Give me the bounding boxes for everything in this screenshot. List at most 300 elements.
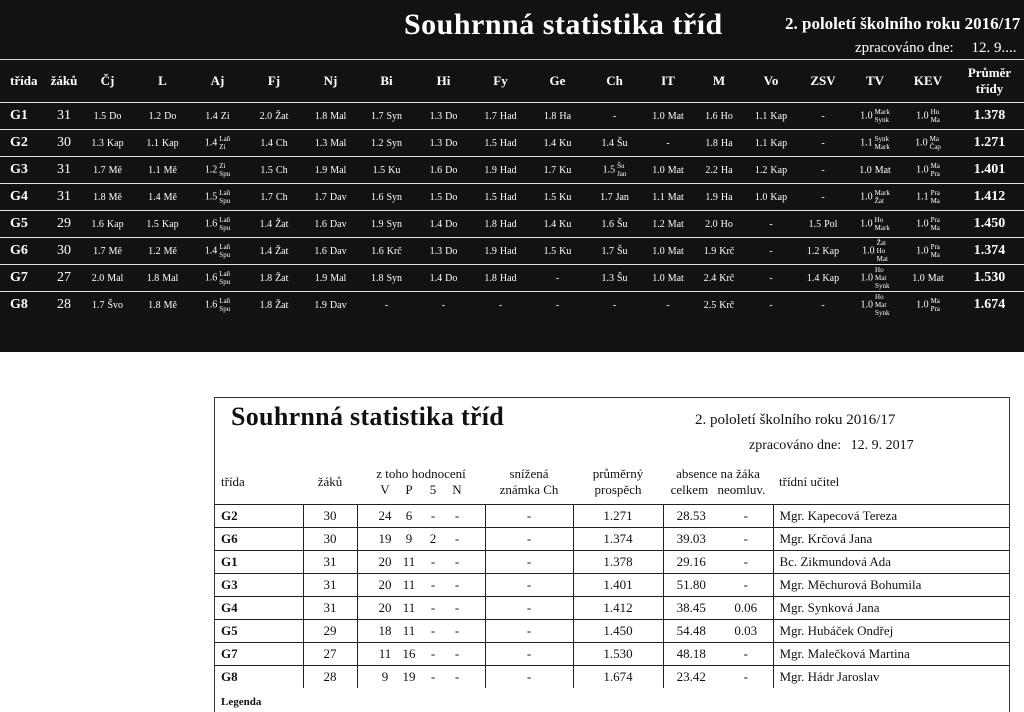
subject-cell — [415, 265, 472, 292]
absence-unexcused: 0.03 — [719, 619, 773, 642]
col-z-toho — [357, 460, 485, 504]
subject-average: 1.2 — [652, 218, 665, 230]
grade-breakdown — [357, 504, 485, 527]
subject-cell — [529, 184, 586, 211]
teacher-abbrev: Mě — [163, 299, 177, 311]
teacher-abbrev: Kap — [822, 245, 840, 257]
col-absence-neomluv: neomluv. — [717, 481, 766, 497]
teacher-abbrev: Kap — [161, 218, 179, 230]
subject-cell — [745, 184, 797, 211]
grade-sub-header: P — [405, 481, 413, 497]
col-snizena — [485, 460, 573, 504]
teacher-abbrev: Pra Ma — [930, 243, 940, 259]
grade-count: - — [430, 599, 436, 615]
summary-row — [215, 550, 1009, 573]
table-body — [0, 103, 1024, 319]
subject-average: 1.3 — [91, 137, 104, 149]
teacher-abbrev: Mat — [874, 164, 891, 176]
class-name: G7 — [215, 642, 303, 665]
grade-count: - — [454, 668, 460, 684]
subject-cell — [358, 292, 415, 319]
grade-breakdown — [357, 642, 485, 665]
grade-sub-header: V — [380, 481, 390, 497]
subject-average: 1.0 — [916, 299, 929, 311]
subject-average: 1.5 — [484, 137, 497, 149]
col-absence — [663, 460, 773, 504]
teacher-abbrev: Kap — [106, 137, 124, 149]
subject-average: - — [555, 272, 560, 284]
teacher-abbrev: Mat — [927, 272, 944, 284]
subject-cell — [358, 238, 415, 265]
subject-average: 1.0 — [916, 110, 929, 122]
teacher-abbrev: Mě — [163, 245, 177, 257]
col-absence-line2 — [663, 482, 773, 498]
grade-count: - — [430, 553, 436, 569]
student-count: 30 — [303, 504, 357, 527]
class-average: 1.374 — [955, 238, 1024, 265]
subject-average: 1.1 — [652, 191, 665, 203]
subject-average: 1.5 — [543, 191, 557, 203]
teacher-abbrev: Šu — [616, 218, 628, 230]
subject-cell — [80, 265, 135, 292]
subject-cell — [245, 184, 303, 211]
subject-cell — [472, 238, 529, 265]
summary-row — [215, 596, 1009, 619]
subject-cell — [529, 103, 586, 130]
subject-average: 1.0 — [859, 164, 872, 176]
grade-count: - — [430, 576, 436, 592]
teacher-abbrev: Had — [499, 137, 517, 149]
subject-average: - — [612, 299, 617, 311]
subject-cell — [797, 184, 849, 211]
teacher-abbrev: Synk Mark — [874, 135, 890, 151]
subject-average: 1.8 — [146, 272, 160, 284]
subject-cell — [586, 211, 643, 238]
subject-cell — [358, 265, 415, 292]
col-header: M — [712, 73, 726, 88]
teacher-abbrev: Kap — [770, 191, 788, 203]
subject-average: - — [821, 137, 825, 149]
subject-cell — [135, 238, 190, 265]
subject-cell — [303, 130, 358, 157]
grade-breakdown — [357, 665, 485, 688]
subject-cell — [693, 103, 745, 130]
subject-average: 1.4 — [204, 137, 218, 149]
subject-average: 1.4 — [806, 272, 820, 284]
teacher-abbrev: Ha — [559, 110, 572, 122]
subject-cell — [415, 238, 472, 265]
grade-count: - — [430, 622, 436, 638]
teacher-abbrev: Mě — [108, 245, 122, 257]
subject-average: 1.1 — [146, 137, 159, 149]
subject-cell — [586, 157, 643, 184]
subject-average: 1.6 — [204, 272, 218, 284]
absence-total: 51.80 — [663, 573, 719, 596]
teacher-abbrev: Dav — [329, 245, 347, 257]
subject-average: 1.4 — [148, 191, 161, 203]
subject-average: 2.0 — [91, 272, 105, 284]
subject-average: 1.9 — [314, 164, 328, 176]
class-average: 1.450 — [955, 211, 1024, 238]
class-name: G5 — [215, 619, 303, 642]
class-name: G1 — [215, 550, 303, 573]
grade-count: - — [430, 645, 436, 661]
subject-cell — [797, 157, 849, 184]
subject-average: 2.0 — [705, 218, 718, 230]
subject-cell — [901, 211, 955, 238]
col-header: Ch — [606, 73, 623, 88]
student-count: 30 — [303, 527, 357, 550]
teacher-abbrev: Had — [499, 191, 517, 203]
subject-cell — [245, 265, 303, 292]
class-teacher: Mgr. Hubáček Ondřej — [773, 619, 1009, 642]
teacher-abbrev: Pra Ma — [930, 189, 940, 205]
grade-sub-header: N — [452, 481, 462, 497]
col-header: IT — [661, 73, 675, 88]
teacher-abbrev: Ch — [275, 164, 288, 176]
subject-average: - — [498, 299, 503, 311]
subject-average: 1.9 — [314, 272, 328, 284]
subject-average: 1.7 — [543, 164, 557, 176]
teacher-abbrev: Mal — [162, 272, 179, 284]
grade-breakdown — [357, 550, 485, 573]
subject-average: 1.7 — [484, 110, 497, 122]
class-teacher: Mgr. Měchurová Bohumila — [773, 573, 1009, 596]
average-result: 1.401 — [573, 573, 663, 596]
teacher-abbrev: Mal — [107, 272, 124, 284]
subject-average: 1.0 — [916, 245, 929, 257]
col-header: žáků — [50, 73, 78, 88]
subject-average: 2.2 — [705, 164, 718, 176]
subject-average: 1.5 — [484, 191, 497, 203]
col-snizena-line2: známka Ch — [499, 481, 559, 497]
teacher-abbrev: Syn — [386, 218, 403, 230]
teacher-abbrev: Ku — [559, 191, 572, 203]
teacher-abbrev: Ma Pra — [930, 162, 940, 178]
teacher-abbrev: Do — [445, 137, 458, 149]
student-count: 27 — [48, 265, 80, 292]
subject-cell — [745, 157, 797, 184]
col-header: Čj — [100, 73, 115, 88]
absence-total: 23.42 — [663, 665, 719, 688]
teacher-abbrev: Syn — [386, 191, 403, 203]
class-name: G7 — [0, 265, 48, 292]
summary-processed-date — [749, 438, 914, 454]
subject-average: 1.0 — [915, 137, 928, 149]
class-name: G1 — [0, 103, 48, 130]
subject-cell — [849, 211, 901, 238]
table-row — [0, 265, 1024, 292]
teacher-abbrev: Švo — [107, 299, 124, 311]
grade-count: - — [454, 530, 460, 546]
table-row — [0, 157, 1024, 184]
subject-cell — [901, 238, 955, 265]
subject-average: 1.5 — [146, 218, 159, 230]
absence-total: 54.48 — [663, 619, 719, 642]
absence-total: 39.03 — [663, 527, 719, 550]
col-header: ZSV — [810, 73, 836, 88]
subject-average: 1.5 — [543, 245, 557, 257]
grade-count: 18 — [378, 622, 392, 638]
subject-average: - — [769, 299, 773, 311]
grade-count: - — [454, 576, 460, 592]
subject-cell — [849, 184, 901, 211]
subject-average: - — [821, 299, 825, 311]
absence-unexcused: 0.06 — [719, 596, 773, 619]
teacher-abbrev: Mě — [163, 164, 177, 176]
grade-breakdown — [357, 573, 485, 596]
subject-average: 1.2 — [148, 245, 161, 257]
subject-cell — [586, 184, 643, 211]
subject-average: 1.0 — [860, 299, 874, 311]
subject-average: - — [821, 191, 825, 203]
subject-average: 1.6 — [204, 218, 218, 230]
teacher-abbrev: Ch — [275, 191, 288, 203]
subject-cell — [901, 265, 955, 292]
subject-average: 1.0 — [652, 245, 665, 257]
col-absence-celkem: celkem — [670, 481, 709, 497]
subject-cell — [643, 103, 693, 130]
student-count: 31 — [303, 550, 357, 573]
page-title: Souhrnná statistika tříd — [404, 8, 723, 41]
student-count: 31 — [48, 103, 80, 130]
student-count: 29 — [48, 211, 80, 238]
class-statistics-detail-panel — [0, 0, 1024, 352]
table-row — [0, 292, 1024, 319]
subject-cell — [529, 211, 586, 238]
class-average: 1.378 — [955, 103, 1024, 130]
subject-cell — [472, 211, 529, 238]
class-average: 1.271 — [955, 130, 1024, 157]
subject-cell — [797, 265, 849, 292]
subject-average: 1.5 — [602, 164, 616, 176]
teacher-abbrev: Krč — [719, 299, 735, 311]
subject-cell — [190, 157, 245, 184]
teacher-abbrev: Mal — [330, 110, 347, 122]
subject-cell — [643, 157, 693, 184]
subject-average: 1.4 — [260, 137, 273, 149]
subject-average: 1.2 — [370, 137, 384, 149]
subject-average: 1.2 — [204, 164, 218, 176]
subject-average: 1.9 — [314, 299, 327, 311]
subject-average: 1.3 — [314, 137, 328, 149]
subject-cell — [849, 130, 901, 157]
subject-average: 1.8 — [543, 110, 557, 122]
subject-cell — [80, 130, 135, 157]
teacher-abbrev: Pol — [824, 218, 838, 230]
col-prumerny-line1: průměrný — [592, 465, 644, 481]
grade-count: 20 — [378, 576, 392, 592]
teacher-abbrev: Hu Ma — [930, 108, 940, 124]
subject-cell — [415, 103, 472, 130]
teacher-abbrev: Mat — [667, 164, 684, 176]
subject-average: 1.7 — [600, 191, 613, 203]
teacher-abbrev: Šu — [616, 272, 628, 284]
subject-cell — [797, 238, 849, 265]
teacher-abbrev: Krč — [719, 272, 735, 284]
subject-average: 1.0 — [916, 164, 929, 176]
summary-row — [215, 573, 1009, 596]
subject-average: 1.1 — [148, 164, 161, 176]
grade-count: 11 — [402, 553, 416, 569]
teacher-abbrev: Do — [445, 191, 458, 203]
reduced-grade: - — [485, 619, 573, 642]
subject-average: 2.5 — [703, 299, 717, 311]
subject-cell — [135, 103, 190, 130]
subject-cell — [529, 157, 586, 184]
subject-cell — [80, 292, 135, 319]
absence-unexcused: - — [719, 504, 773, 527]
teacher-abbrev: Do — [445, 110, 458, 122]
subject-average: - — [769, 272, 773, 284]
table-row — [0, 238, 1024, 265]
subject-average: 1.6 — [370, 191, 384, 203]
teacher-abbrev: Syn — [386, 110, 403, 122]
subject-average: 1.9 — [484, 245, 497, 257]
class-teacher: Mgr. Kapecová Tereza — [773, 504, 1009, 527]
subject-cell — [135, 157, 190, 184]
reduced-grade: - — [485, 596, 573, 619]
col-header: Fy — [493, 73, 508, 88]
grade-count: - — [454, 599, 460, 615]
table-row — [0, 184, 1024, 211]
subject-average: 1.6 — [314, 218, 327, 230]
subject-average: 1.5 — [260, 164, 273, 176]
reduced-grade: - — [485, 665, 573, 688]
teacher-abbrev: Ku — [559, 137, 572, 149]
subject-average: 1.4 — [429, 272, 443, 284]
subject-average: 1.4 — [259, 218, 273, 230]
teacher-abbrev: Syn — [386, 137, 403, 149]
subject-cell — [80, 103, 135, 130]
student-count: 30 — [48, 130, 80, 157]
subject-average: 1.0 — [912, 272, 925, 284]
student-count: 31 — [303, 573, 357, 596]
col-prumerny — [573, 460, 663, 504]
col-header: Ge — [549, 73, 566, 88]
subject-average: 1.4 — [601, 137, 614, 149]
class-name: G2 — [0, 130, 48, 157]
teacher-abbrev: Žat — [275, 218, 289, 230]
subject-cell — [745, 265, 797, 292]
summary-row — [215, 527, 1009, 550]
subject-cell — [190, 265, 245, 292]
subject-average: 1.0 — [754, 191, 768, 203]
processed-date — [855, 40, 1016, 57]
grade-count: 2 — [429, 530, 437, 546]
col-header: třída — [10, 73, 38, 88]
teacher-abbrev: Ku — [559, 245, 572, 257]
class-average: 1.412 — [955, 184, 1024, 211]
subject-cell — [849, 103, 901, 130]
subject-average: 1.4 — [543, 137, 557, 149]
subject-cell — [797, 103, 849, 130]
teacher-abbrev: Had — [499, 218, 517, 230]
teacher-abbrev: Mark Synk — [874, 108, 890, 124]
teacher-abbrev: Dav — [329, 218, 347, 230]
col-header: Aj — [210, 73, 225, 88]
grade-count: - — [430, 668, 436, 684]
summary-row — [215, 619, 1009, 642]
subject-average: 1.4 — [543, 218, 557, 230]
grade-breakdown — [357, 527, 485, 550]
subject-cell — [586, 130, 643, 157]
average-result: 1.271 — [573, 504, 663, 527]
subject-cell — [849, 238, 901, 265]
subject-average: 1.5 — [93, 110, 107, 122]
student-count: 31 — [48, 184, 80, 211]
grade-sub-header: 5 — [429, 481, 437, 497]
reduced-grade: - — [485, 550, 573, 573]
subject-average: 1.0 — [860, 218, 873, 230]
teacher-abbrev: Zi — [220, 110, 230, 122]
average-result: 1.374 — [573, 527, 663, 550]
table-header-row — [0, 60, 1024, 103]
subject-average: 1.7 — [314, 191, 327, 203]
subject-average: - — [821, 164, 825, 176]
subject-average: 2.0 — [259, 110, 273, 122]
subject-average: 1.7 — [93, 164, 106, 176]
subject-cell — [303, 265, 358, 292]
student-count: 31 — [303, 596, 357, 619]
subject-average: 1.5 — [204, 191, 218, 203]
col-header: Vo — [763, 73, 779, 88]
teacher-abbrev: Pra Ma — [930, 216, 940, 232]
subject-average: 1.0 — [652, 272, 665, 284]
class-name: G6 — [215, 527, 303, 550]
grade-count: 16 — [402, 645, 416, 661]
subject-average: 1.1 — [754, 110, 768, 122]
col-header: Fj — [267, 73, 281, 88]
subject-average: 1.9 — [705, 191, 718, 203]
term-label: 2. pololetí školního roku 2016/17 — [785, 14, 1021, 33]
reduced-grade: - — [485, 527, 573, 550]
subject-cell — [245, 130, 303, 157]
subject-cell — [190, 130, 245, 157]
teacher-abbrev: Mark Žat — [874, 189, 890, 205]
grade-count: - — [454, 553, 460, 569]
teacher-abbrev: Krč — [386, 245, 402, 257]
subject-average: 1.7 — [370, 110, 384, 122]
grade-breakdown — [357, 596, 485, 619]
subject-cell — [693, 130, 745, 157]
subject-average: 1.8 — [484, 272, 497, 284]
student-count: 30 — [48, 238, 80, 265]
subject-average: 1.8 — [705, 137, 718, 149]
legend-label: Legenda — [221, 696, 262, 708]
absence-total: 48.18 — [663, 642, 719, 665]
class-name: G3 — [0, 157, 48, 184]
teacher-abbrev: Dav — [329, 299, 347, 311]
class-teacher: Mgr. Hádr Jaroslav — [773, 665, 1009, 688]
teacher-abbrev: Ma Pra — [930, 297, 940, 313]
teacher-abbrev: Šu — [616, 245, 628, 257]
subject-cell — [693, 292, 745, 319]
class-name: G4 — [0, 184, 48, 211]
teacher-abbrev: Mat — [667, 191, 684, 203]
teacher-abbrev: Mě — [108, 191, 122, 203]
teacher-abbrev: Jan — [615, 191, 629, 203]
subject-average: 1.7 — [91, 299, 105, 311]
subject-cell — [303, 184, 358, 211]
subject-cell — [303, 238, 358, 265]
subject-cell — [586, 265, 643, 292]
teacher-abbrev: Ch — [275, 137, 288, 149]
subject-average: 1.9 — [370, 218, 384, 230]
teacher-abbrev: Kap — [770, 164, 788, 176]
summary-title: Souhrnná statistika tříd — [231, 402, 505, 431]
subject-average: 1.0 — [916, 218, 929, 230]
